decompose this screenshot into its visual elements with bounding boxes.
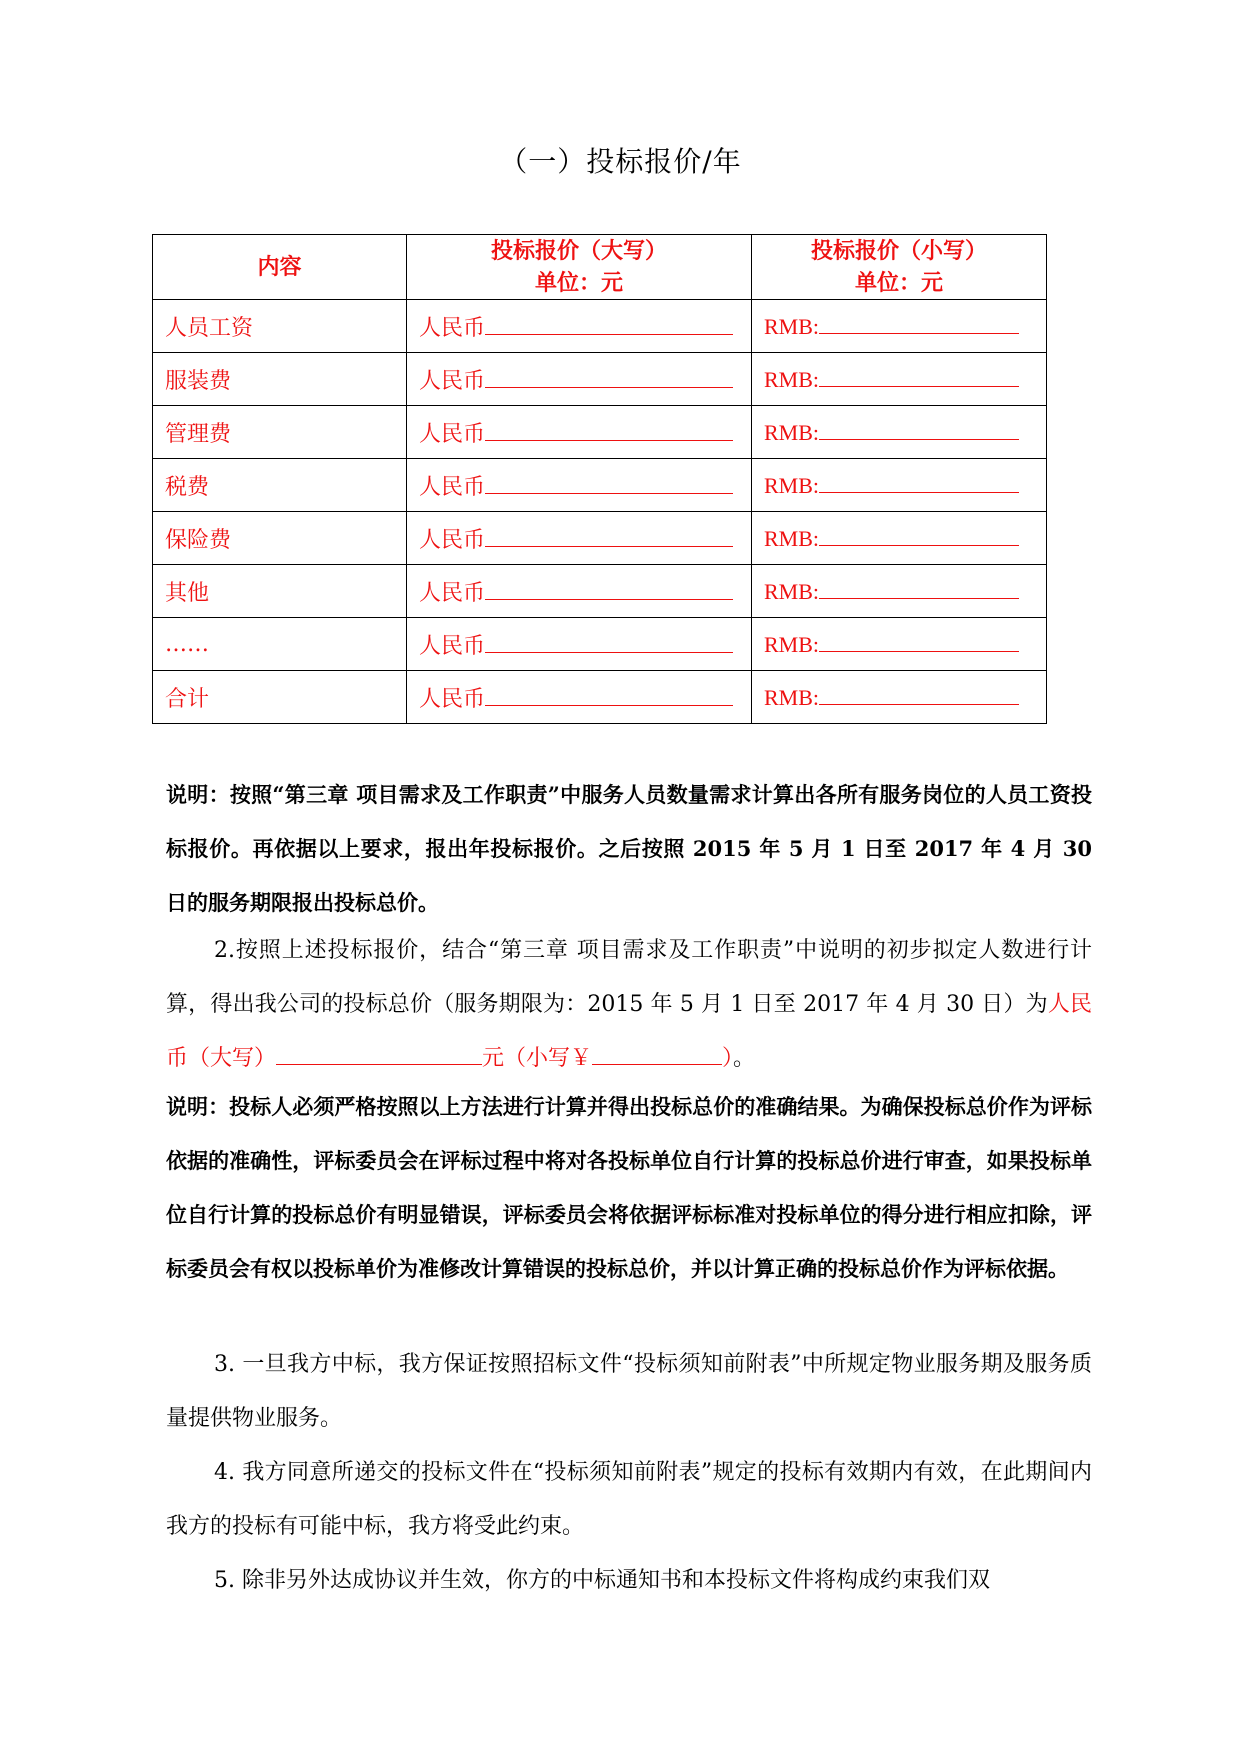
row-item: 服装费 [153, 353, 407, 406]
price-uppercase-blank[interactable] [485, 685, 733, 706]
price-uppercase-blank[interactable] [485, 579, 733, 600]
rmb-en-label: RMB: [764, 366, 820, 392]
row-price-uppercase [407, 459, 752, 512]
row-item: 合计 [153, 671, 407, 724]
row-item: 税费 [153, 459, 407, 512]
table-row [153, 300, 1047, 353]
rmb-cn-label: 人民币 [419, 527, 486, 553]
row-price-lowercase [752, 618, 1047, 671]
header-price-lowercase-label: 投标报价（小写） [810, 238, 987, 264]
price-lowercase-blank[interactable] [819, 631, 1019, 652]
rmb-en-label: RMB: [764, 631, 820, 657]
rmb-en-label: RMB: [764, 313, 820, 339]
row-item: 人员工资 [153, 300, 407, 353]
paragraph-4: 4. 我方同意所递交的投标文件在“投标须知前附表”规定的投标有效期内有效，在此期间内我方的投标有可能中标，我方将受此约束。 [166, 1460, 1092, 1539]
row-price-uppercase [407, 353, 752, 406]
total-price-uppercase-blank[interactable] [276, 1044, 482, 1065]
row-price-uppercase [407, 406, 752, 459]
total-price-lowercase-blank[interactable] [592, 1044, 722, 1065]
rmb-en-label: RMB: [764, 472, 820, 498]
row-price-lowercase [752, 512, 1047, 565]
total-price-close: ） [722, 1046, 734, 1071]
note-1: 说明：按照“第三章 项目需求及工作职责”中服务人员数量需求计算出各所有服务岗位的人员工资投标报价。再依据以上要求，报出年投标报价。之后按照 2015 年 5 月 1 日至 2017 年 4 月 30 日的服务期限报出投标总价。 [166, 782, 1092, 915]
price-lowercase-blank[interactable] [819, 419, 1019, 440]
row-price-uppercase [407, 671, 752, 724]
bid-price-table [152, 234, 1047, 724]
header-price-lowercase [752, 235, 1047, 300]
row-price-uppercase [407, 300, 752, 353]
header-price-uppercase-label: 投标报价（大写） [490, 238, 667, 264]
header-content: 内容 [153, 235, 407, 300]
rmb-en-label: RMB: [764, 419, 820, 445]
table-row [153, 406, 1047, 459]
paragraph-5: 5. 除非另外达成协议并生效，你方的中标通知书和本投标文件将构成约束我们双 [214, 1568, 990, 1593]
row-price-lowercase [752, 565, 1047, 618]
price-uppercase-blank[interactable] [485, 420, 733, 441]
row-item: 管理费 [153, 406, 407, 459]
table-row [153, 353, 1047, 406]
paragraph-2-text: 2.按照上述投标报价，结合“第三章 项目需求及工作职责”中说明的初步拟定人数进行计算，得出我公司的投标总价（服务期限为：2015 年 5 月 1 日至 2017 年 4 月 30 日）为 [166, 938, 1092, 1017]
row-item: …… [153, 618, 407, 671]
header-price-uppercase-unit: 单位：元 [534, 270, 623, 296]
price-uppercase-blank[interactable] [485, 314, 733, 335]
price-uppercase-blank[interactable] [485, 473, 733, 494]
rmb-cn-label: 人民币 [419, 421, 486, 447]
rmb-cn-label: 人民币 [419, 368, 486, 394]
row-price-lowercase [752, 353, 1047, 406]
price-uppercase-blank[interactable] [485, 367, 733, 388]
price-uppercase-blank[interactable] [485, 632, 733, 653]
row-price-uppercase [407, 618, 752, 671]
table-row [153, 565, 1047, 618]
price-uppercase-blank[interactable] [485, 526, 733, 547]
table-row [153, 512, 1047, 565]
table-row [153, 618, 1047, 671]
row-price-lowercase [752, 406, 1047, 459]
rmb-en-label: RMB: [764, 525, 820, 551]
rmb-cn-label: 人民币 [419, 315, 486, 341]
row-price-lowercase [752, 671, 1047, 724]
rmb-cn-label: 人民币 [419, 474, 486, 500]
header-price-uppercase [407, 235, 752, 300]
rmb-cn-label: 人民币 [419, 633, 486, 659]
price-lowercase-blank[interactable] [819, 472, 1019, 493]
total-price-uppercase-label: 人民币（大写） [166, 992, 1092, 1071]
price-lowercase-blank[interactable] [819, 684, 1019, 705]
header-price-lowercase-unit: 单位：元 [854, 270, 943, 296]
table-row [153, 671, 1047, 724]
table-row [153, 459, 1047, 512]
paragraph-3: 3. 一旦我方中标，我方保证按照招标文件“投标须知前附表”中所规定物业服务期及服务质量提供物业服务。 [166, 1352, 1092, 1431]
row-price-uppercase [407, 512, 752, 565]
rmb-cn-label: 人民币 [419, 686, 486, 712]
note-2: 说明：投标人必须严格按照以上方法进行计算并得出投标总价的准确结果。为确保投标总价作为评标依据的准确性，评标委员会在评标过程中将对各投标单位自行计算的投标总价进行审查，如果投标单位自行计算的投标总价有明显错误，评标委员会将依据评标标准对投标单位的得分进行相应扣除，评标委员会有权以投标单价为准修改计算错误的投标总价，并以计算正确的投标总价作为评标依据。 [166, 1094, 1092, 1281]
rmb-cn-label: 人民币 [419, 580, 486, 606]
price-lowercase-blank[interactable] [819, 578, 1019, 599]
table-header-row [153, 235, 1047, 300]
row-price-lowercase [752, 300, 1047, 353]
price-lowercase-blank[interactable] [819, 366, 1019, 387]
rmb-en-label: RMB: [764, 578, 820, 604]
row-price-uppercase [407, 565, 752, 618]
rmb-en-label: RMB: [764, 684, 820, 710]
price-lowercase-blank[interactable] [819, 313, 1019, 334]
row-item: 保险费 [153, 512, 407, 565]
paragraph-2 [166, 924, 1092, 1086]
row-price-lowercase [752, 459, 1047, 512]
total-price-lowercase-label: 元（小写￥ [482, 1046, 593, 1071]
paragraph-2-end: 。 [733, 1046, 756, 1071]
row-item: 其他 [153, 565, 407, 618]
page-title: （一）投标报价/年 [499, 145, 742, 178]
price-lowercase-blank[interactable] [819, 525, 1019, 546]
